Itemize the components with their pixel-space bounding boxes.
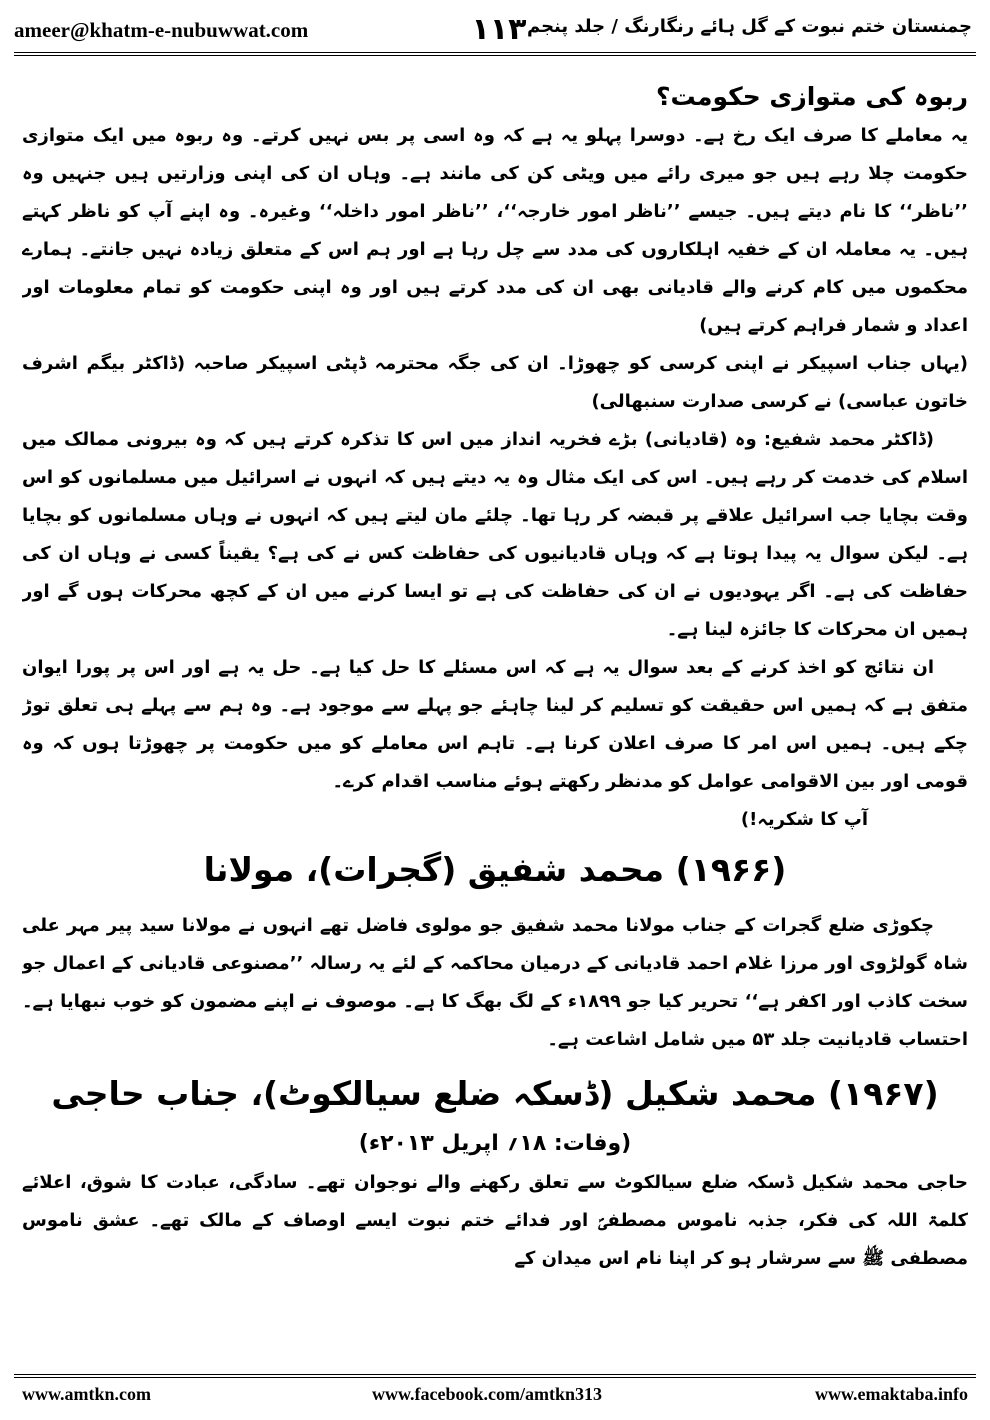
- header-email[interactable]: ameer@khatm-e-nubuwwat.com: [14, 18, 309, 42]
- header-divider: [14, 52, 976, 56]
- entry-subtitle: (وفات: ۱۸؍ اپریل ۲۰۱۳ء): [358, 1131, 632, 1156]
- article-heading: ربوہ کی متوازی حکومت؟: [656, 82, 968, 111]
- entry-text: چکوڑی ضلع گجرات کے جناب مولانا محمد شفیق جو مولوی فاضل تھے انہوں نے مولانا سید پیر مہر علی شاہ گولڑوی اور مرزا غلام احمد قادیانی کے درمیان محاکمہ کے لئے یہ رسالہ ’’مصنوعی قادیانی کے اعمال جو سخت کاذب اور اکفر ہے‘‘ تحریر کیا جو ۱۸۹۹ء کے لگ بھگ کا ہے۔ موصوف نے اپنے مضمون کو خوب نبھایا ہے۔ احتساب قادیانیت جلد ۵۳ میں شامل اشاعت ہے۔: [22, 915, 968, 1050]
- paragraph: ان نتائج کو اخذ کرنے کے بعد سوال یہ ہے کہ اس مسئلے کا حل کیا ہے۔ حل یہ ہے اور اس پر پورا ایوان متفق ہے کہ ہمیں اس حقیقت کو تسلیم کر لینا چاہئے جو پہلے سے موجود ہے۔ وہ ہم سے پہلے ہی تعلق توڑ چکے ہیں۔ ہمیں اس امر کا صرف اعلان کرنا ہے۔ تاہم اس معاملے کو میں حکومت پر چھوڑتا ہوں کہ وہ قومی اور بین الاقوامی عوامل کو مدنظر رکھتے ہوئے مناسب اقدام کرے۔: [22, 657, 968, 792]
- page-number: ۱۱۳: [471, 12, 527, 47]
- footer-link-facebook[interactable]: www.facebook.com/amtkn313: [372, 1384, 602, 1404]
- page-header: [14, 10, 976, 54]
- entry-text: حاجی محمد شکیل ڈسکہ ضلع سیالکوٹ سے تعلق رکھنے والے نوجوان تھے۔ سادگی، عبادت کا شوق، اعلائے کلمۃ اللہ کی فکر، جذبہ ناموس مصطفیؐ اور فدائے ختم نبوت ایسے اوصاف کے مالک تھے۔ عشق ناموس مصطفی ﷺ سے سرشار ہو کر اپنا نام اس میدان کے: [22, 1172, 968, 1269]
- paragraph: (یہاں جناب اسپیکر نے اپنی کرسی کو چھوڑا۔ ان کی جگہ محترمہ ڈپٹی اسپیکر صاحبہ (ڈاکٹر بیگم اشرف خاتون عباسی) نے کرسی صدارت سنبھالی): [22, 353, 968, 412]
- page-body: [22, 82, 968, 1372]
- entry-title: (۱۹۶۷) محمد شکیل (ڈسکہ ضلع سیالکوٹ)، جناب حاجی: [51, 1074, 939, 1113]
- closing-line: آپ کا شکریہ!): [740, 809, 868, 830]
- footer-divider: [14, 1374, 976, 1378]
- book-title: چمنستان ختم نبوت کے گل ہائے رنگارنگ / جلد پنجم: [526, 16, 972, 37]
- footer-link-emaktaba[interactable]: www.emaktaba.info: [814, 1384, 968, 1404]
- paragraph: (ڈاکٹر محمد شفیع: وہ (قادیانی) بڑے فخریہ انداز میں اس کا تذکرہ کرتے ہیں کہ وہ بیرونی ممالک میں اسلام کی خدمت کر رہے ہیں۔ اس کی ایک مثال وہ یہ دیتے ہیں کہ انہوں نے اسرائیل میں مسلمانوں کو اس وقت بچایا جب اسرائیل علاقے پر قبضہ کر رہا تھا۔ چلئے مان لیتے ہیں کہ انہوں نے وہاں مسلمانوں کو بچایا ہے۔ لیکن سوال یہ پیدا ہوتا ہے کہ وہاں قادیانیوں کی حفاظت کس نے کی ہے؟ یقیناً کسی نے وہاں ان کی حفاظت کی ہے۔ اگر یہودیوں نے ان کی حفاظت کی ہے تو ایسا کرنے میں ان کے کچھ محرکات ہوں گے اور ہمیں ان محرکات کا جائزہ لینا ہے۔: [22, 429, 968, 640]
- page-footer: [22, 1384, 968, 1412]
- entry-title: (۱۹۶۶) محمد شفیق (گجرات)، مولانا: [203, 850, 787, 889]
- footer-link-website[interactable]: www.amtkn.com: [22, 1384, 151, 1404]
- paragraph: یہ معاملے کا صرف ایک رخ ہے۔ دوسرا پہلو یہ ہے کہ وہ اسی پر بس نہیں کرتے۔ وہ ربوہ میں ایک متوازی حکومت چلا رہے ہیں جو میری رائے میں ویٹی کن کی مانند ہے۔ وہاں ان کی اپنی وزارتیں ہیں جنہیں وہ ’’ناظر‘‘ کا نام دیتے ہیں۔ جیسے ’’ناظر امور خارجہ‘‘، ’’ناظر امور داخلہ‘‘ وغیرہ۔ وہ اپنے آپ کو ناظر کہتے ہیں۔ یہ معاملہ ان کے خفیہ اہلکاروں کی مدد سے چل رہا ہے اور ہم اس کے متعلق زیادہ نہیں جانتے۔ ہمارے محکموں میں کام کرنے والے قادیانی بھی ان کی مدد کرتے ہیں اور وہ اپنی حکومت کو تمام معلومات اور اعداد و شمار فراہم کرتے ہیں): [22, 125, 968, 336]
